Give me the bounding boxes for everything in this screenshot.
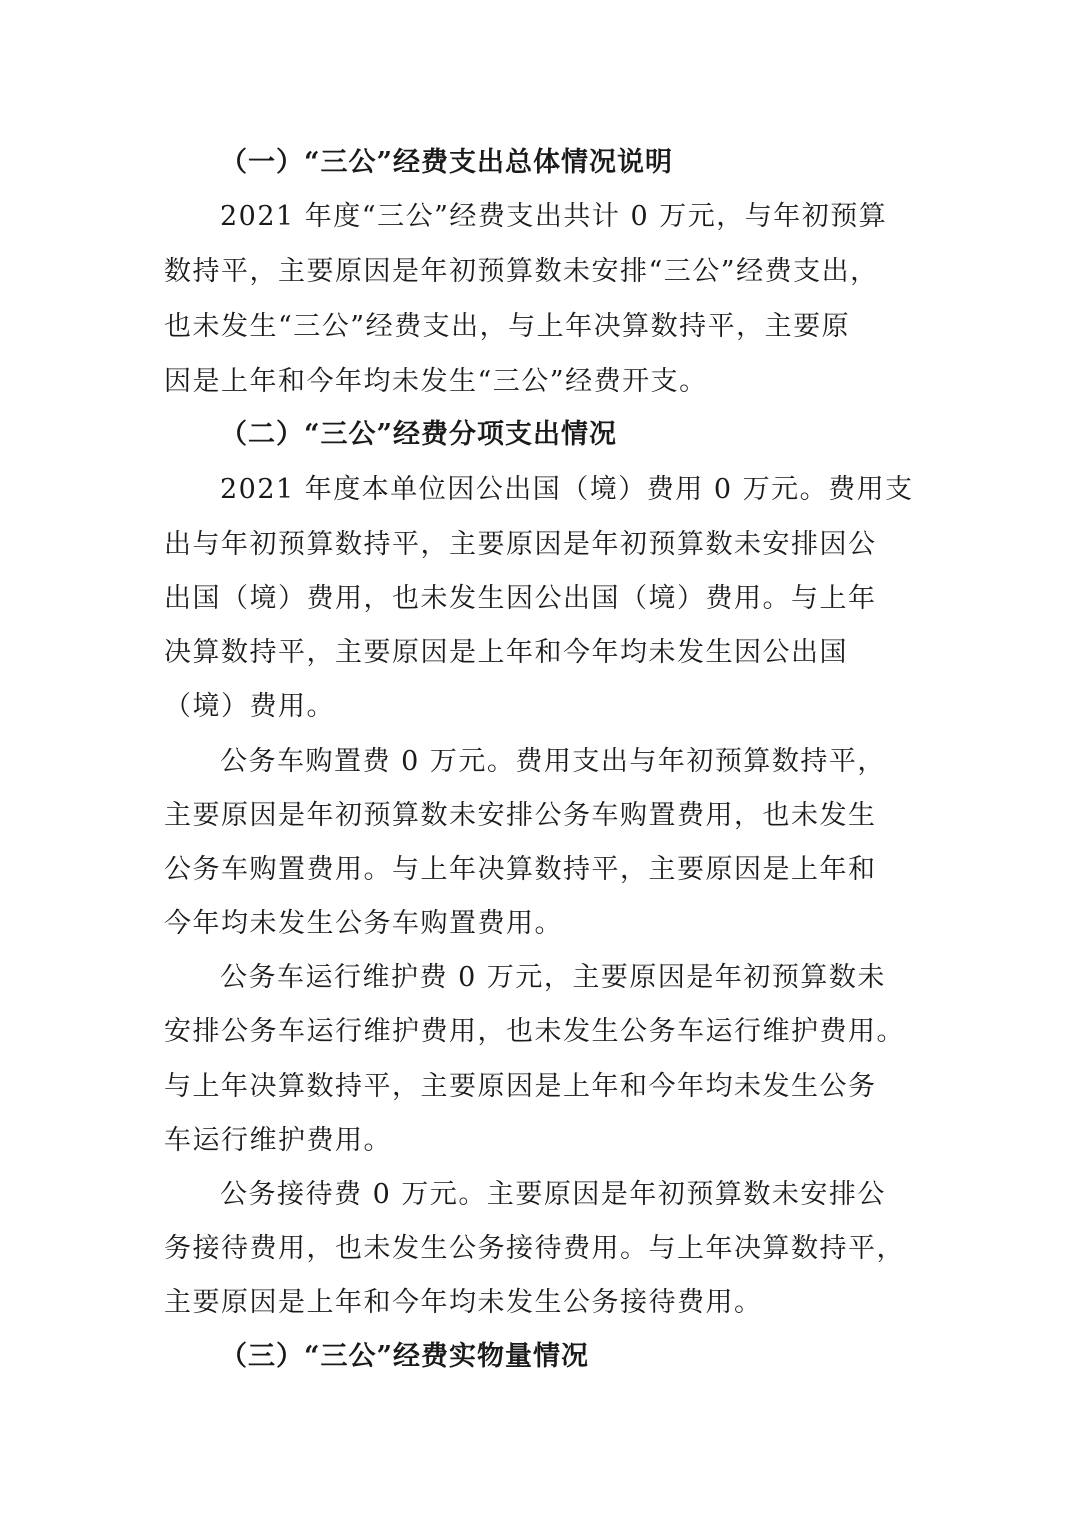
paragraph-line: 与上年决算数持平，主要原因是上年和今年均未发生公务 bbox=[164, 1071, 877, 1102]
paragraph-line: （境）费用。 bbox=[164, 691, 335, 722]
paragraph-line: 决算数持平，主要原因是上年和今年均未发生因公出国 bbox=[164, 637, 848, 668]
paragraph-line: 2021 年度本单位因公出国（境）费用 0 万元。费用支 bbox=[220, 474, 914, 505]
paragraph-line: 今年均未发生公务车购置费用。 bbox=[164, 908, 563, 939]
paragraph-line: 公务接待费 0 万元。主要原因是年初预算数未安排公 bbox=[220, 1179, 886, 1210]
paragraph-line: 也未发生“三公”经费支出，与上年决算数持平，主要原 bbox=[164, 311, 851, 342]
section-heading-2: （二）“三公”经费分项支出情况 bbox=[220, 419, 618, 450]
paragraph-line: 安排公务车运行维护费用，也未发生公务车运行维护费用。 bbox=[164, 1016, 905, 1047]
paragraph-line: 主要原因是年初预算数未安排公务车购置费用，也未发生 bbox=[164, 800, 877, 831]
section-heading-3: （三）“三公”经费实物量情况 bbox=[220, 1341, 590, 1372]
section-heading-1: （一）“三公”经费支出总体情况说明 bbox=[220, 147, 674, 178]
paragraph-line: 主要原因是上年和今年均未发生公务接待费用。 bbox=[164, 1287, 763, 1318]
paragraph-line: 出与年初预算数持平，主要原因是年初预算数未安排因公 bbox=[164, 529, 877, 560]
paragraph-line: 车运行维护费用。 bbox=[164, 1125, 392, 1156]
paragraph-line: 因是上年和今年均未发生“三公”经费开支。 bbox=[164, 366, 708, 397]
paragraph-line: 公务车运行维护费 0 万元，主要原因是年初预算数未 bbox=[220, 962, 886, 993]
paragraph-line: 出国（境）费用，也未发生因公出国（境）费用。与上年 bbox=[164, 583, 877, 614]
paragraph-line: 数持平，主要原因是年初预算数未安排“三公”经费支出， bbox=[164, 256, 879, 287]
paragraph-line: 公务车购置费用。与上年决算数持平，主要原因是上年和 bbox=[164, 854, 877, 885]
paragraph-line: 公务车购置费 0 万元。费用支出与年初预算数持平， bbox=[220, 746, 886, 777]
paragraph-line: 务接待费用，也未发生公务接待费用。与上年决算数持平， bbox=[164, 1233, 905, 1264]
paragraph-line: 2021 年度“三公”经费支出共计 0 万元，与年初预算 bbox=[220, 201, 888, 232]
